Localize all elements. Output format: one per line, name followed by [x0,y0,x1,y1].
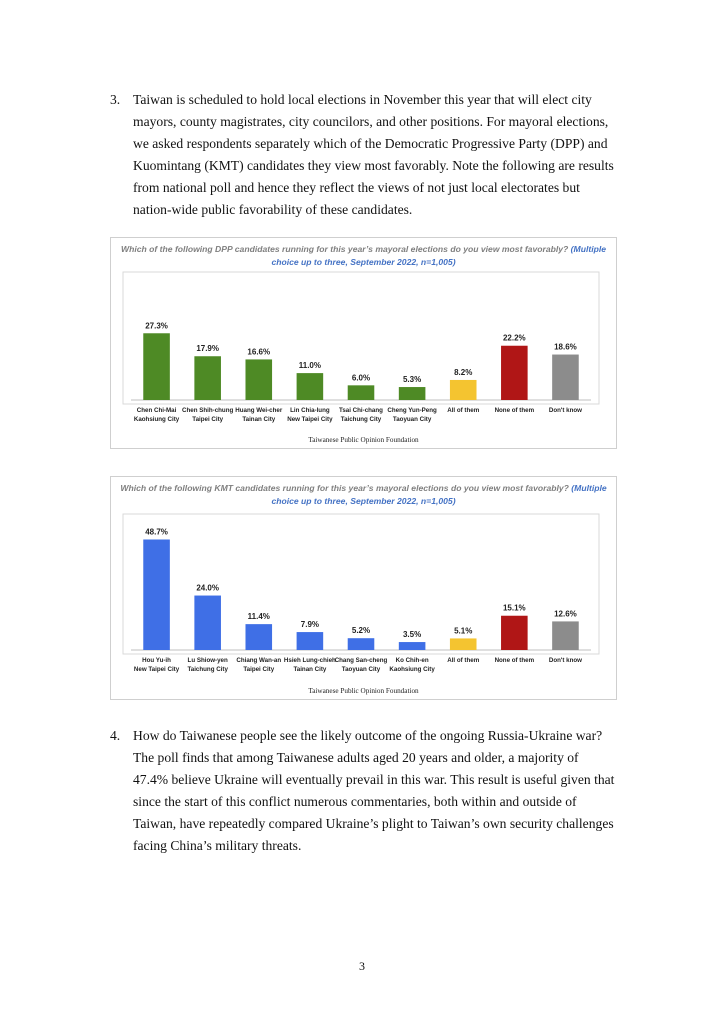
category-label: Taoyuan City [341,666,381,673]
category-label: Hou Yu-ih [142,657,171,664]
bar [143,333,170,400]
category-label: Lin Chia-lung [290,407,330,414]
category-label: New Taipei City [133,666,180,673]
data-label: 6.0% [351,373,371,383]
bar [552,621,579,650]
bar [552,355,579,400]
data-label: 5.3% [402,375,422,385]
data-label: 17.9% [196,344,220,354]
category-label: Tsai Chi-chang [339,407,383,414]
dpp-chart-subtitle: (Multiple choice up to three, September 2022, n=1,005) [271,244,606,267]
data-label: 48.7% [145,527,168,537]
dpp-chart-plot [111,238,616,438]
bar [399,387,426,400]
category-label: Hsieh Lung-chieh [283,657,336,664]
data-label: 22.2% [502,333,526,343]
bar [399,642,426,650]
data-label: 11.4% [247,612,270,622]
category-label: Huang Wei-cher [235,407,283,414]
category-label: Don't know [548,657,582,664]
data-label: 8.2% [454,367,473,377]
bar [194,356,221,400]
data-label: 15.1% [502,603,526,613]
category-label: Taichung City [187,666,228,673]
category-label: Kaohsiung City [389,666,435,673]
paragraph-3-text: Taiwan is scheduled to hold local elections in November this year that will elect city mayors, county magistrates, city councilors, and other positions. For mayoral elections, we asked respondents separately which of the Democratic Progressive Party (DPP) and Kuomintang (KMT) candidates they view most favorably. Note the following are results from national poll and hence they reflect the views of not just local electorates but nation-wide public favorability of these candidates. [133,92,614,217]
paragraph-4 [110,725,615,860]
category-label: Cheng Yun-Peng [387,407,437,414]
paragraph-3-number: 3. [110,92,121,107]
data-label: 18.6% [554,342,577,352]
bar [297,373,324,400]
data-label: 5.1% [454,626,473,636]
category-label: Tainan City [293,666,327,673]
category-label: Chang San-cheng [334,657,388,664]
page-number: 3 [359,959,365,973]
category-label: Tainan City [242,416,276,423]
kmt-candidates-chart [110,476,617,700]
bar [348,638,375,650]
category-label: None of them [494,407,535,414]
data-label: 24.0% [196,583,220,593]
category-label: Taipei City [192,416,224,423]
bar [501,616,528,650]
dpp-candidates-chart [110,237,617,449]
dpp-chart-title-text: Which of the following DPP candidates running for this year’s mayoral elections do you view most favorably? [121,244,569,254]
bar [297,632,324,650]
data-label: 11.0% [298,361,322,371]
data-label: 3.5% [402,630,422,640]
category-label: Chiang Wan-an [236,657,282,664]
data-label: 7.9% [300,620,320,630]
category-label: Taipei City [243,666,275,673]
kmt-chart-subtitle: (Multiple choice up to three, September 2022, n=1,005) [271,483,607,506]
bar [450,380,477,400]
category-label: Chen Chi-Mai [136,407,177,414]
category-label: None of them [494,657,535,664]
bar [143,539,170,650]
category-label: Don't know [548,407,582,414]
bar [194,596,221,650]
paragraph-4-text: How do Taiwanese people see the likely outcome of the ongoing Russia-Ukraine war? The poll finds that among Taiwanese adults aged 20 years and older, a majority of 47.4% believe Ukraine will eventually prevail in this war. This result is useful given that since the start of this conflict numerous commentaries, both within and outside of Taiwan, have repeatedly compared Ukraine’s plight to Taiwan’s own security challenges facing China’s military threats. [133,728,615,853]
data-label: 16.6% [247,347,271,357]
category-label: Taichung City [340,416,382,423]
category-label: Chen Shih-chung [182,407,234,414]
kmt-chart-plot [111,477,616,689]
bar [245,624,272,650]
bar [450,638,477,650]
bar [348,385,375,400]
kmt-chart-source: Taiwanese Public Opinion Foundation [308,687,419,695]
category-label: Ko Chih-en [395,657,429,664]
category-label: All of them [447,407,480,414]
category-label: All of them [447,657,480,664]
bar [501,346,528,400]
dpp-chart-source: Taiwanese Public Opinion Foundation [308,436,419,444]
category-label: Lu Shiow-yen [187,657,228,664]
kmt-chart-title-text: Which of the following KMT candidates running for this year’s mayoral elections do you view most favorably? [120,483,569,493]
category-label: Taoyuan City [392,416,432,423]
category-label: New Taipei City [287,416,333,423]
bar [245,359,272,400]
data-label: 12.6% [554,609,577,619]
paragraph-4-number: 4. [110,728,121,743]
data-label: 5.2% [351,626,371,636]
data-label: 27.3% [145,321,168,331]
category-label: Kaohsiung City [133,416,180,423]
paragraph-3 [110,89,615,225]
